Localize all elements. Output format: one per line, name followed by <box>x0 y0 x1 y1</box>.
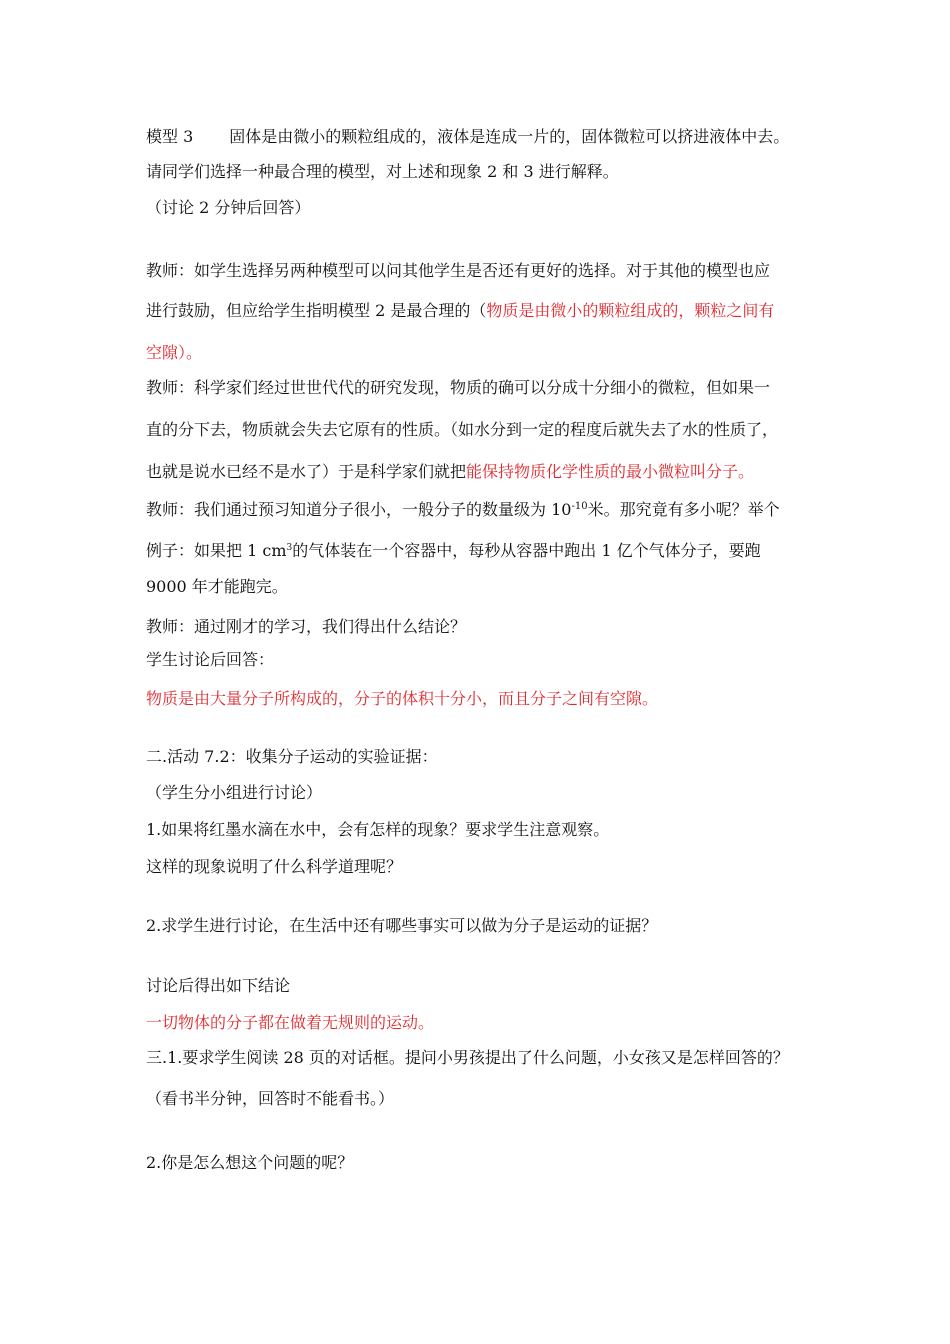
teacher-paragraph-3-text-a: 教师：我们通过预习知道分子很小，一般分子的数量级为 10 <box>146 500 572 519</box>
group-discussion-note: （学生分小组进行讨论） <box>146 783 323 802</box>
exponent: -10 <box>571 501 588 512</box>
instruction-line: 请同学们选择一种最合理的模型，对上述和现象 2 和 3 进行解释。 <box>146 162 619 181</box>
question-1-followup: 这样的现象说明了什么科学道理呢？ <box>146 857 403 876</box>
model-3-label: 模型 3 <box>146 127 194 146</box>
highlight-molecule-definition: 能保持物质化学性质的最小微粒叫分子。 <box>466 462 755 481</box>
teacher-paragraph-1-text: 进行鼓励，但应给学生指明模型 2 是最合理的（ <box>146 301 487 320</box>
teacher-paragraph-2-line-3 <box>146 461 754 483</box>
teacher-paragraph-3-text-b: 米。那究竟有多小呢？举个 <box>587 500 780 519</box>
discussion-note: （讨论 2 分钟后回答） <box>146 198 311 217</box>
conclusion-highlight: 物质是由大量分子所构成的，分子的体积十分小，而且分子之间有空隙。 <box>146 689 659 708</box>
reading-instruction: （看书半分钟，回答时不能看书。） <box>146 1089 395 1108</box>
model-3-paragraph <box>146 126 789 148</box>
section-three-item-1: 三.1.要求学生阅读 28 页的对话框。提问小男孩提出了什么问题，小女孩又是怎样回答的？ <box>146 1048 789 1067</box>
model-3-text: 固体是由微小的颗粒组成的，液体是连成一片的，固体微粒可以挤进液体中去。 <box>229 127 790 146</box>
teacher-paragraph-2-line-1: 教师：科学家们经过世世代代的研究发现，物质的确可以分成十分细小的微粒，但如果一 <box>146 378 771 397</box>
highlight-model-2: 物质是由微小的颗粒组成的，颗粒之间有 <box>486 301 775 320</box>
teacher-paragraph-3-line-2 <box>146 537 761 562</box>
motion-conclusion: 一切物体的分子都在做着无规则的运动。 <box>146 1013 435 1032</box>
teacher-paragraph-3-line-3: 9000 年才能跑完。 <box>146 577 288 596</box>
teacher-paragraph-1-line-2 <box>146 300 774 322</box>
student-answer-intro: 学生讨论后回答： <box>146 650 275 669</box>
teacher-paragraph-3-text-d: 的气体装在一个容器中，每秒从容器中跑出 1 亿个气体分子，要跑 <box>292 541 761 560</box>
section-three-item-2: 2.你是怎么想这个问题的呢？ <box>146 1153 354 1172</box>
cubic-exponent: 3 <box>286 543 293 553</box>
teacher-paragraph-2-text: 也就是说水已经不是水了）于是科学家们就把 <box>146 462 467 481</box>
conclusion-intro: 讨论后得出如下结论 <box>146 976 291 995</box>
teacher-question: 教师：通过刚才的学习，我们得出什么结论？ <box>146 617 467 636</box>
teacher-paragraph-3-text-c: 例子：如果把 1 cm <box>146 541 287 560</box>
teacher-paragraph-1-line-1: 教师：如学生选择另两种模型可以问其他学生是否还有更好的选择。对于其他的模型也应 <box>146 261 771 280</box>
section-two-heading: 二.活动 7.2：收集分子运动的实验证据： <box>146 747 438 766</box>
teacher-paragraph-1-line-3: 空隙）。 <box>146 343 203 362</box>
question-1: 1.如果将红墨水滴在水中，会有怎样的现象？要求学生注意观察。 <box>146 820 610 839</box>
teacher-paragraph-3-line-1 <box>146 496 780 521</box>
question-2: 2.求学生进行讨论，在生活中还有哪些事实可以做为分子是运动的证据？ <box>146 916 658 935</box>
teacher-paragraph-2-line-2: 直的分下去，物质就会失去它原有的性质。（如水分到一定的程度后就失去了水的性质了， <box>146 420 779 439</box>
